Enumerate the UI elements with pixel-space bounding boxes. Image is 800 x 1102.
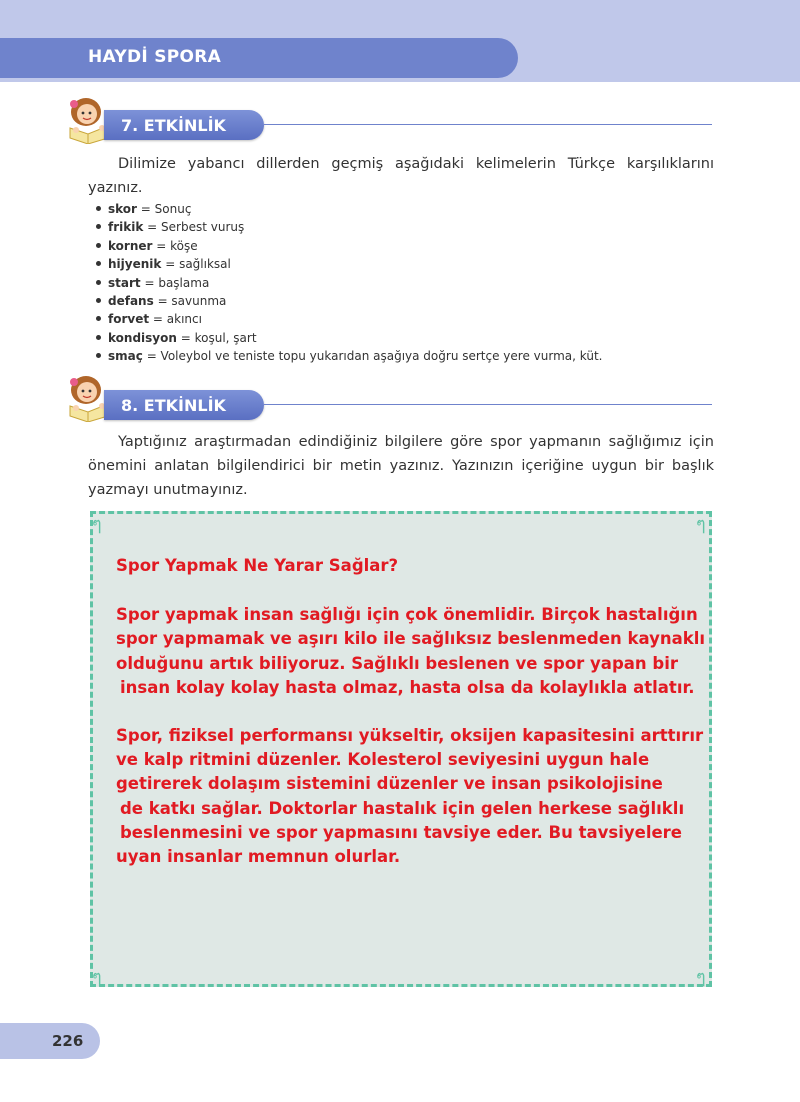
vocab-answer: = köşe — [156, 238, 198, 253]
frame-corner-ornament: ๆ — [92, 967, 102, 988]
list-item — [96, 292, 602, 310]
vocab-answer: = Sonuç — [140, 202, 192, 216]
vocab-term: forvet — [108, 312, 150, 327]
answer-line: ve kalp ritmini düzenler. Kolesterol seviyesini uygun hale — [116, 750, 650, 769]
activity-8-rule — [264, 404, 712, 405]
page-number: 226 — [52, 1032, 84, 1050]
header-tab — [0, 38, 518, 78]
answer-line: uyan insanlar memnun olurlar. — [116, 847, 401, 866]
answer-line: spor yapmamak ve aşırı kilo ile sağlıksız beslenmeden kaynaklı — [116, 629, 706, 648]
answer-line: getirerek dolaşım sistemini düzenler ve insan psikolojisine — [116, 774, 663, 793]
activity-8-instruction: Yaptığınız araştırmadan edindiğiniz bilgilere göre spor yapmanın sağlığımız için önemini anlatan bilgilendirici bir metin yazınız. Yazınızın içeriğine uygun bir başlık yazmayı unutmayınız. — [88, 434, 714, 498]
vocab-answer: = akıncı — [152, 312, 202, 327]
frame-corner-ornament: ๆ — [696, 967, 706, 988]
list-item — [96, 218, 602, 236]
answer-line: insan kolay kolay hasta olmaz, hasta olsa da kolaylıkla atlatır. — [120, 678, 695, 697]
list-item — [96, 347, 602, 365]
vocab-answer: = koşul, şart — [180, 330, 257, 345]
vocab-term: defans — [108, 293, 154, 308]
vocabulary-list — [96, 200, 602, 366]
list-item — [96, 237, 602, 255]
vocab-answer: = başlama — [144, 275, 210, 290]
vocab-term: kondisyon — [108, 330, 177, 345]
vocab-term: smaç — [108, 349, 143, 364]
vocab-answer: = savunma — [157, 293, 227, 308]
unit-title: HAYDİ SPORA — [88, 47, 222, 67]
list-item — [96, 255, 602, 273]
page-number-tab — [0, 1023, 100, 1059]
activity-7-rule — [264, 124, 712, 125]
vocab-term: korner — [108, 238, 153, 253]
vocab-term: start — [108, 275, 141, 290]
vocab-term: skor — [108, 202, 137, 216]
answer-line: Spor yapmak insan sağlığı için çok önemlidir. Birçok hastalığın — [116, 605, 698, 624]
vocab-answer: = Voleybol ve teniste topu yukarıdan aşağıya doğru sertçe yere vurma, küt. — [146, 349, 603, 364]
frame-corner-ornament: ๆ — [696, 514, 706, 535]
activity-8-title: 8. ETKİNLİK — [121, 396, 226, 415]
list-item — [96, 329, 602, 347]
activity-7-title: 7. ETKİNLİK — [121, 116, 226, 135]
vocab-term: frikik — [108, 220, 144, 235]
vocab-answer: = sağlıksal — [165, 257, 231, 272]
vocab-answer: = Serbest vuruş — [147, 220, 245, 235]
list-item — [96, 310, 602, 328]
activity-7-instruction: Dilimize yabancı dillerden geçmiş aşağıdaki kelimelerin Türkçe karşılıklarını yazınız. — [88, 156, 714, 196]
vocab-term: hijyenik — [108, 257, 162, 272]
answer-line: beslenmesini ve spor yapmasını tavsiye eder. Bu tavsiyelere — [120, 823, 682, 842]
frame-corner-ornament: ๆ — [92, 514, 102, 535]
answer-title: Spor Yapmak Ne Yarar Sağlar? — [116, 556, 399, 575]
list-item — [96, 274, 602, 292]
list-item — [96, 200, 602, 218]
answer-line: olduğunu artık biliyoruz. Sağlıklı beslenen ve spor yapan bir — [116, 654, 678, 673]
answer-line: Spor, fiziksel performansı yükseltir, oksijen kapasitesini arttırır — [116, 726, 704, 745]
answer-line: de katkı sağlar. Doktorlar hastalık için gelen herkese sağlıklı — [120, 799, 685, 818]
